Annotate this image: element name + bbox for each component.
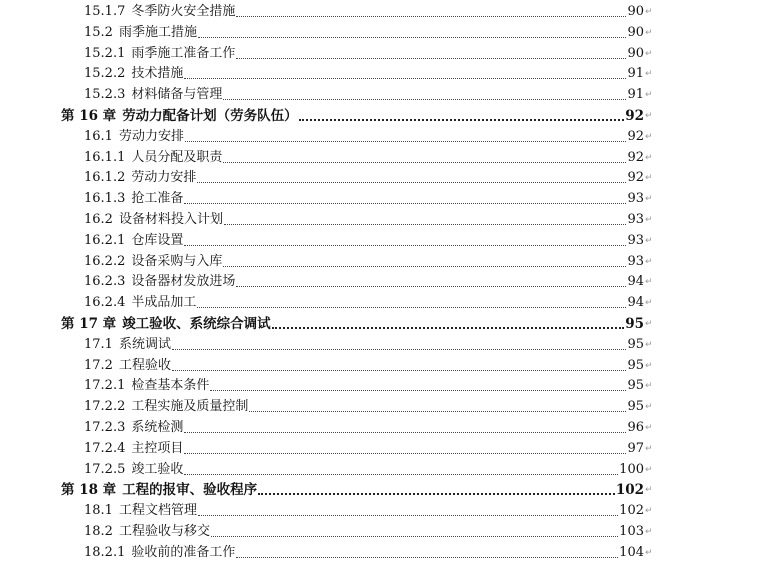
section-number: 17.2.4 bbox=[84, 440, 126, 456]
page-number: 91 bbox=[627, 87, 644, 103]
page-number: 92 bbox=[627, 149, 644, 165]
paragraph-return-icon: ↵ bbox=[645, 277, 653, 288]
dot-leader bbox=[211, 536, 618, 537]
page-number: 93 bbox=[627, 191, 644, 207]
dot-leader bbox=[299, 119, 625, 121]
page-number: 102 bbox=[619, 503, 644, 519]
dot-leader bbox=[249, 411, 626, 412]
paragraph-return-icon: ↵ bbox=[645, 298, 653, 309]
dot-leader bbox=[258, 493, 615, 495]
page-number: 95 bbox=[627, 399, 644, 415]
paragraph-return-icon: ↵ bbox=[645, 485, 653, 496]
section-number: 17.2.3 bbox=[84, 420, 126, 435]
section-number: 16.2 bbox=[84, 212, 113, 227]
dot-leader bbox=[184, 474, 618, 475]
section-title: 工程文档管理 bbox=[118, 503, 197, 519]
paragraph-return-icon: ↵ bbox=[645, 464, 653, 475]
section-number: 15.2 bbox=[84, 24, 113, 40]
dot-leader bbox=[236, 16, 626, 17]
section-number: 17.2.2 bbox=[84, 399, 126, 415]
paragraph-return-icon: ↵ bbox=[645, 527, 653, 537]
section-title: 雨季施工准备工作 bbox=[131, 45, 236, 61]
section-title: 验收前的准备工作 bbox=[131, 544, 236, 560]
paragraph-return-icon: ↵ bbox=[645, 48, 653, 59]
page-number: 103 bbox=[619, 524, 644, 539]
section-number: 16.1.3 bbox=[84, 191, 126, 207]
paragraph-return-icon: ↵ bbox=[645, 131, 653, 142]
section-title: 仓库设置 bbox=[131, 232, 184, 248]
paragraph-return-icon: ↵ bbox=[645, 402, 653, 413]
section-number: 16.2.4 bbox=[84, 295, 126, 311]
page-number: 100 bbox=[619, 461, 644, 477]
toc-entry[interactable] bbox=[84, 437, 654, 457]
paragraph-return-icon: ↵ bbox=[645, 443, 653, 454]
section-title: 设备采购与入库 bbox=[131, 253, 223, 269]
paragraph-return-icon: ↵ bbox=[645, 547, 653, 558]
dot-leader bbox=[185, 141, 626, 142]
toc-entry[interactable] bbox=[84, 187, 654, 207]
section-title: 工程验收 bbox=[118, 357, 171, 373]
page-number: 93 bbox=[627, 232, 644, 248]
section-number: 16.2.3 bbox=[84, 274, 126, 290]
toc-entry[interactable] bbox=[84, 291, 654, 311]
dot-leader bbox=[197, 307, 626, 308]
section-title: 竣工验收、系统综合调试 bbox=[122, 316, 271, 332]
paragraph-return-icon: ↵ bbox=[645, 7, 653, 17]
dot-leader bbox=[172, 349, 626, 350]
dot-leader bbox=[223, 266, 626, 267]
section-number: 17.2 bbox=[84, 357, 113, 373]
dot-leader bbox=[223, 99, 626, 100]
section-number: 16.1.2 bbox=[84, 170, 126, 186]
paragraph-return-icon: ↵ bbox=[645, 319, 653, 329]
dot-leader bbox=[210, 390, 626, 391]
section-number: 第 17 章 bbox=[61, 316, 117, 332]
toc-entry[interactable] bbox=[84, 0, 654, 20]
section-title: 劳动力安排 bbox=[131, 170, 197, 186]
section-number: 18.2 bbox=[84, 524, 113, 539]
toc-chapter-entry[interactable] bbox=[61, 478, 654, 498]
toc-entry[interactable] bbox=[84, 354, 654, 374]
section-title: 系统调试 bbox=[118, 336, 171, 352]
page-number: 95 bbox=[627, 378, 644, 394]
paragraph-return-icon: ↵ bbox=[645, 173, 653, 184]
page-number: 92 bbox=[627, 128, 644, 144]
section-title: 雨季施工措施 bbox=[118, 24, 197, 40]
paragraph-return-icon: ↵ bbox=[645, 235, 653, 246]
toc-chapter-entry[interactable] bbox=[61, 312, 654, 332]
dot-leader bbox=[198, 515, 618, 516]
toc-entry[interactable] bbox=[84, 520, 654, 540]
paragraph-return-icon: ↵ bbox=[645, 90, 653, 101]
dot-leader bbox=[172, 370, 626, 371]
section-number: 16.2.1 bbox=[84, 232, 126, 248]
section-number: 16.1 bbox=[84, 128, 113, 144]
page-number: 93 bbox=[627, 253, 644, 269]
section-title: 竣工验收 bbox=[131, 461, 184, 477]
toc-entry[interactable] bbox=[84, 458, 654, 478]
section-title: 主控项目 bbox=[131, 440, 184, 456]
section-number: 第 16 章 bbox=[61, 108, 117, 124]
section-title: 工程的报审、验收程序 bbox=[122, 482, 258, 499]
section-title: 工程验收与移交 bbox=[118, 524, 210, 539]
section-title: 半成品加工 bbox=[131, 295, 197, 311]
section-number: 15.2.3 bbox=[84, 87, 126, 103]
page-number: 90 bbox=[627, 24, 644, 40]
section-title: 劳动力安排 bbox=[118, 128, 184, 144]
section-number: 15.2.2 bbox=[84, 66, 126, 82]
section-number: 16.1.1 bbox=[84, 149, 126, 165]
section-title: 技术措施 bbox=[131, 66, 184, 82]
page-number: 92 bbox=[625, 108, 644, 124]
dot-leader bbox=[224, 224, 626, 225]
toc-entry[interactable] bbox=[84, 229, 654, 249]
dot-leader bbox=[184, 203, 626, 204]
section-number: 18.1 bbox=[84, 503, 113, 519]
page-number: 96 bbox=[627, 420, 644, 435]
section-number: 17.1 bbox=[84, 336, 113, 352]
toc-entry[interactable] bbox=[84, 374, 654, 394]
page-number: 91 bbox=[627, 66, 644, 82]
dot-leader bbox=[197, 182, 626, 183]
paragraph-return-icon: ↵ bbox=[645, 215, 653, 225]
paragraph-return-icon: ↵ bbox=[645, 111, 653, 121]
section-number: 16.2.2 bbox=[84, 253, 126, 269]
toc-entry[interactable] bbox=[84, 270, 654, 290]
toc-entry[interactable] bbox=[84, 395, 654, 415]
dot-leader bbox=[184, 432, 626, 433]
section-title: 设备器材发放进场 bbox=[131, 274, 236, 290]
section-number: 15.1.7 bbox=[84, 4, 126, 19]
page-number: 95 bbox=[625, 316, 644, 332]
toc-entry[interactable] bbox=[84, 83, 654, 103]
dot-leader bbox=[272, 327, 625, 329]
paragraph-return-icon: ↵ bbox=[645, 423, 653, 433]
toc-entry[interactable] bbox=[84, 166, 654, 186]
paragraph-return-icon: ↵ bbox=[645, 360, 653, 371]
dot-leader bbox=[184, 78, 626, 79]
section-title: 系统检测 bbox=[131, 420, 184, 435]
dot-leader bbox=[223, 162, 626, 163]
page-number: 93 bbox=[627, 212, 644, 227]
page-number: 90 bbox=[627, 45, 644, 61]
section-title: 材料储备与管理 bbox=[131, 87, 223, 103]
paragraph-return-icon: ↵ bbox=[645, 381, 653, 392]
paragraph-return-icon: ↵ bbox=[645, 27, 653, 38]
dot-leader bbox=[236, 557, 618, 558]
section-number: 18.2.1 bbox=[84, 544, 126, 560]
paragraph-return-icon: ↵ bbox=[645, 152, 653, 163]
page-number: 95 bbox=[627, 336, 644, 352]
section-title: 检查基本条件 bbox=[131, 378, 210, 394]
paragraph-return-icon: ↵ bbox=[645, 256, 653, 267]
section-title: 抢工准备 bbox=[131, 191, 184, 207]
toc-entry[interactable] bbox=[84, 146, 654, 166]
toc-entry[interactable] bbox=[84, 208, 654, 228]
page-number: 97 bbox=[627, 440, 644, 456]
toc-entry[interactable] bbox=[84, 42, 654, 62]
section-number: 第 18 章 bbox=[61, 482, 117, 499]
toc-entry[interactable] bbox=[84, 125, 654, 145]
page-number: 95 bbox=[627, 357, 644, 373]
section-title: 工程实施及质量控制 bbox=[131, 399, 249, 415]
section-title: 设备材料投入计划 bbox=[118, 212, 223, 227]
page-number: 94 bbox=[627, 295, 644, 311]
dot-leader bbox=[198, 37, 626, 38]
dot-leader bbox=[236, 286, 626, 287]
toc-entry[interactable] bbox=[84, 21, 654, 41]
page-number: 102 bbox=[615, 482, 644, 499]
section-number: 17.2.5 bbox=[84, 461, 126, 477]
dot-leader bbox=[184, 453, 626, 454]
section-title: 劳动力配备计划（劳务队伍） bbox=[122, 108, 298, 124]
paragraph-return-icon: ↵ bbox=[645, 506, 653, 517]
page-number: 90 bbox=[627, 4, 644, 19]
section-number: 15.2.1 bbox=[84, 45, 126, 61]
page-number: 92 bbox=[627, 170, 644, 186]
page-number: 94 bbox=[627, 274, 644, 290]
toc-entry[interactable] bbox=[84, 62, 654, 82]
section-number: 17.2.1 bbox=[84, 378, 126, 394]
toc-entry[interactable] bbox=[84, 499, 654, 519]
toc-entry[interactable] bbox=[84, 541, 654, 561]
paragraph-return-icon: ↵ bbox=[645, 339, 653, 350]
toc-entry[interactable] bbox=[84, 250, 654, 270]
toc-entry[interactable] bbox=[84, 333, 654, 353]
dot-leader bbox=[236, 58, 626, 59]
toc-entry[interactable] bbox=[84, 416, 654, 436]
paragraph-return-icon: ↵ bbox=[645, 194, 653, 205]
page-number: 104 bbox=[619, 544, 644, 560]
paragraph-return-icon: ↵ bbox=[645, 69, 653, 80]
section-title: 人员分配及职责 bbox=[131, 149, 223, 165]
toc-chapter-entry[interactable] bbox=[61, 104, 654, 124]
dot-leader bbox=[184, 245, 626, 246]
section-title: 冬季防火安全措施 bbox=[131, 4, 236, 19]
